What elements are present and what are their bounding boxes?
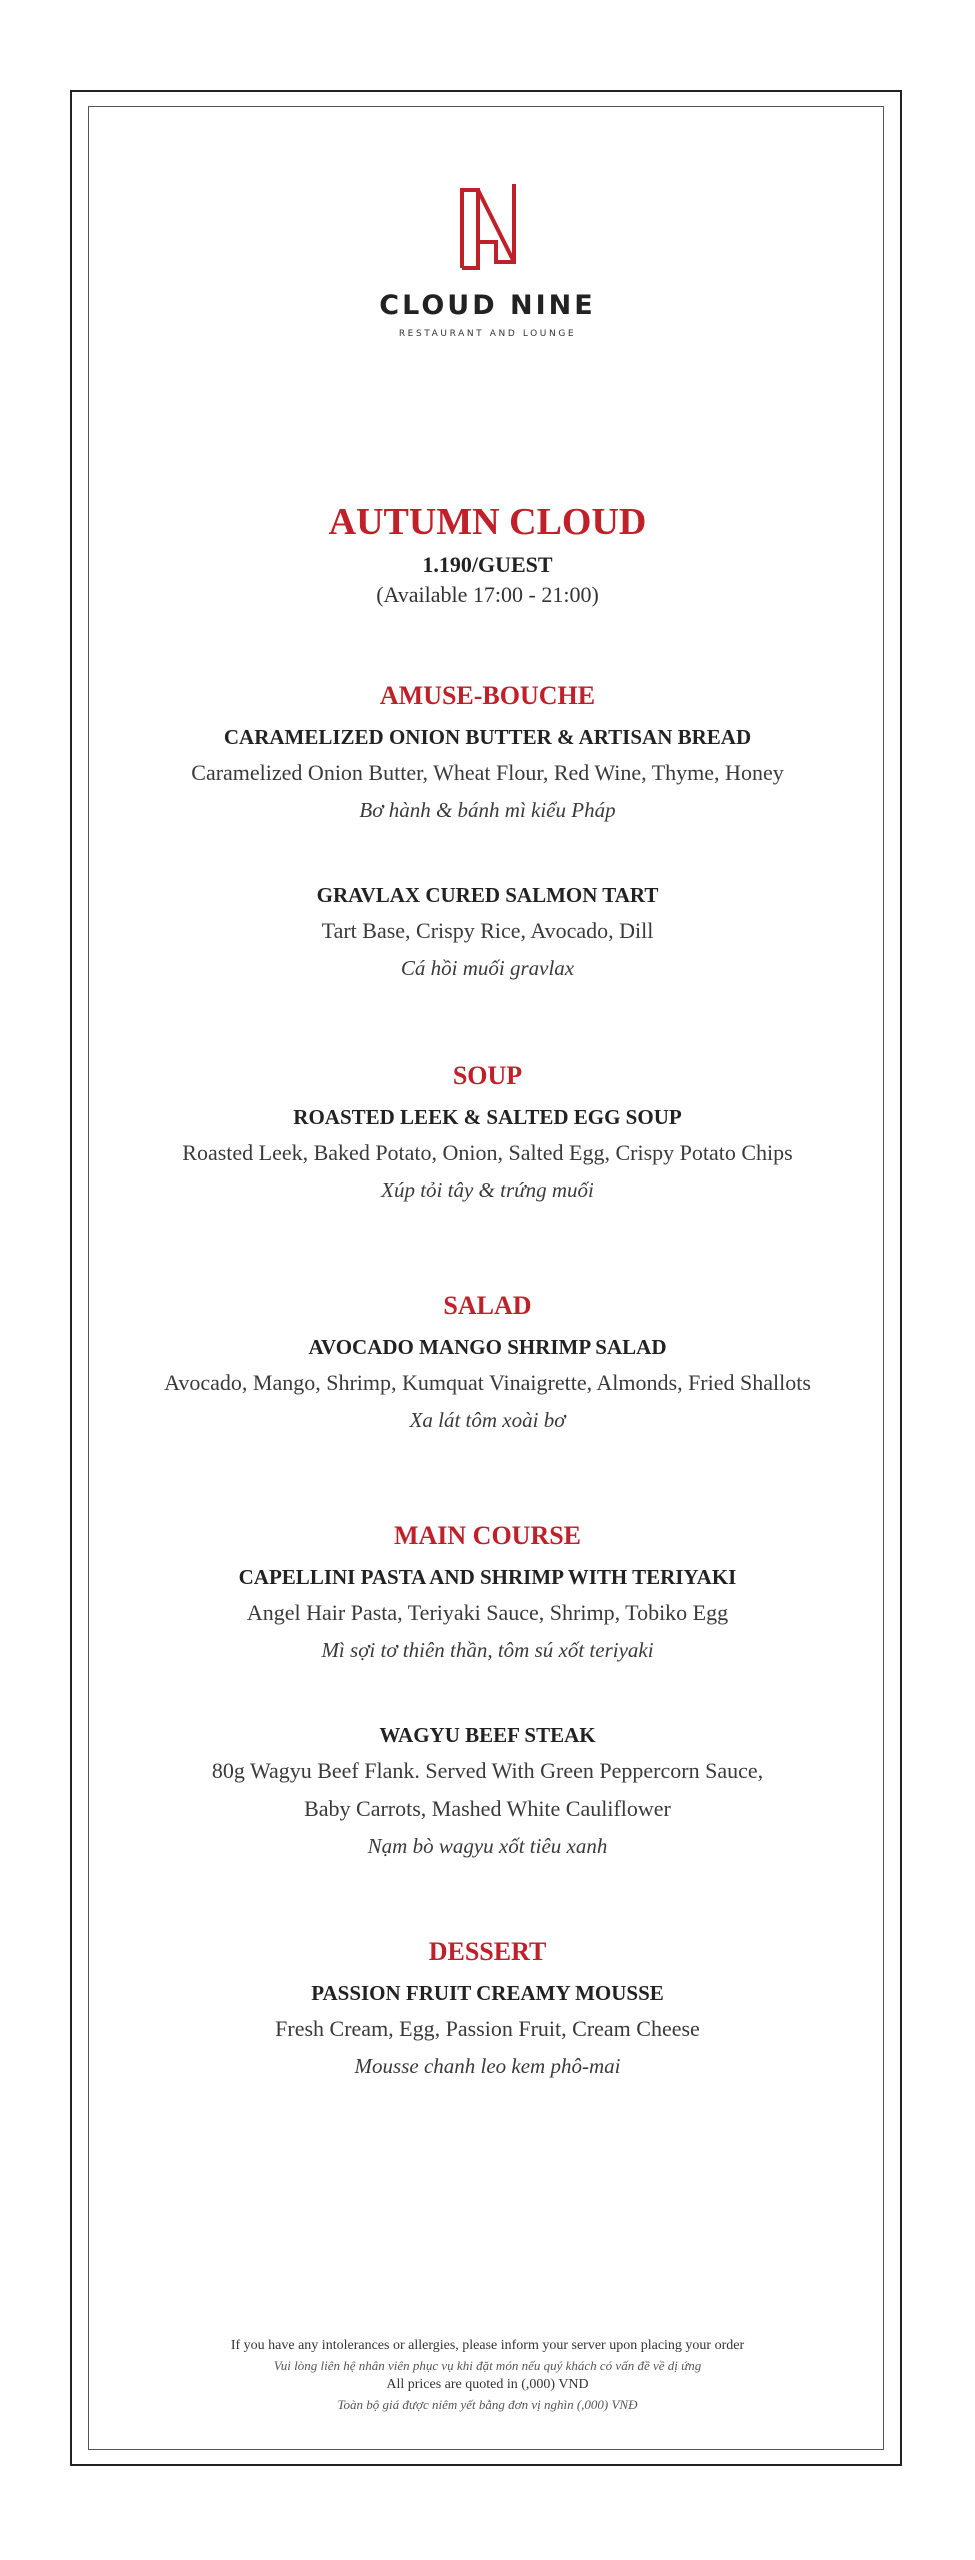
dish-name: PASSION FRUIT CREAMY MOUSSE: [311, 1981, 664, 2005]
section-title: SALAD: [443, 1291, 532, 1320]
section-soup: [100, 1058, 875, 1208]
section-salad: [100, 1288, 875, 1438]
section-dessert: [100, 1934, 875, 2084]
dish-ingredients: Caramelized Onion Butter, Wheat Flour, Red Wine, Thyme, Honey: [191, 760, 784, 785]
section-title: AMUSE-BOUCHE: [379, 681, 596, 710]
dish-name: CARAMELIZED ONION BUTTER & ARTISAN BREAD: [223, 725, 752, 749]
dish-vietnamese-name: Xúp tỏi tây & trứng muối: [381, 1178, 594, 1202]
section-amuse-bouche: [100, 678, 875, 986]
dish-vietnamese-name: Nạm bò wagyu xốt tiêu xanh: [367, 1834, 608, 1858]
menu-footer: [100, 2336, 875, 2414]
section-title: MAIN COURSE: [393, 1521, 582, 1550]
allergy-notice-en: If you have any intolerances or allergies, please inform your server upon placing your order: [230, 2338, 745, 2353]
menu-title: AUTUMN CLOUD: [328, 501, 647, 543]
dish-vietnamese-name: Mì sợi tơ thiên thần, tôm sú xốt teriyaki: [321, 1638, 654, 1662]
restaurant-logo: [0, 182, 975, 339]
price-notice-vn: Toàn bộ giá được niêm yết bằng đơn vị nghìn (,000) VNĐ: [337, 2397, 638, 2412]
dish-name: GRAVLAX CURED SALMON TART: [316, 883, 659, 907]
dish-item: [100, 720, 875, 828]
dish-item: [100, 1100, 875, 1208]
inner-border: [88, 106, 884, 2450]
menu-availability: (Available 17:00 - 21:00): [376, 582, 599, 607]
dish-ingredients: Angel Hair Pasta, Teriyaki Sauce, Shrimp, Tobiko Egg: [246, 1600, 729, 1625]
dish-item: [100, 878, 875, 986]
brand-name: CLOUD NINE: [379, 290, 596, 321]
section-main-course: [100, 1518, 875, 1864]
menu-price: 1.190/GUEST: [422, 552, 553, 577]
dish-name: CAPELLINI PASTA AND SHRIMP WITH TERIYAKI: [238, 1565, 737, 1589]
dish-item: [100, 1330, 875, 1438]
dish-vietnamese-name: Bơ hành & bánh mì kiểu Pháp: [359, 798, 616, 822]
dish-vietnamese-name: Cá hồi muối gravlax: [400, 956, 575, 980]
dish-name: WAGYU BEEF STEAK: [379, 1723, 596, 1747]
dish-ingredients: Fresh Cream, Egg, Passion Fruit, Cream Cheese: [275, 2016, 700, 2041]
brand-subtitle: RESTAURANT AND LOUNGE: [398, 329, 577, 339]
dish-name: AVOCADO MANGO SHRIMP SALAD: [308, 1335, 667, 1359]
section-title: SOUP: [452, 1061, 523, 1090]
dish-vietnamese-name: Mousse chanh leo kem phô-mai: [354, 2054, 621, 2078]
dish-ingredients: Baby Carrots, Mashed White Cauliflower: [304, 1796, 671, 1821]
dish-item: [100, 1560, 875, 1668]
section-title: DESSERT: [428, 1937, 547, 1966]
allergy-notice-vn: Vui lòng liên hệ nhân viên phục vụ khi đặt món nếu quý khách có vấn đề về dị ứng: [273, 2358, 702, 2373]
dish-vietnamese-name: Xa lát tôm xoài bơ: [409, 1408, 566, 1432]
dish-ingredients: Avocado, Mango, Shrimp, Kumquat Vinaigrette, Almonds, Fried Shallots: [164, 1370, 811, 1395]
price-notice-en: All prices are quoted in (,000) VND: [386, 2377, 589, 2392]
dish-ingredients: Roasted Leek, Baked Potato, Onion, Salted Egg, Crispy Potato Chips: [182, 1140, 793, 1165]
dish-item: [100, 1718, 875, 1864]
dish-ingredients: Tart Base, Crispy Rice, Avocado, Dill: [321, 918, 654, 943]
cloud-nine-emblem-icon: [456, 182, 520, 270]
dish-item: [100, 1976, 875, 2084]
dish-ingredients: 80g Wagyu Beef Flank. Served With Green Peppercorn Sauce,: [211, 1758, 764, 1783]
menu-header: [100, 498, 875, 610]
dish-name: ROASTED LEEK & SALTED EGG SOUP: [293, 1105, 682, 1129]
